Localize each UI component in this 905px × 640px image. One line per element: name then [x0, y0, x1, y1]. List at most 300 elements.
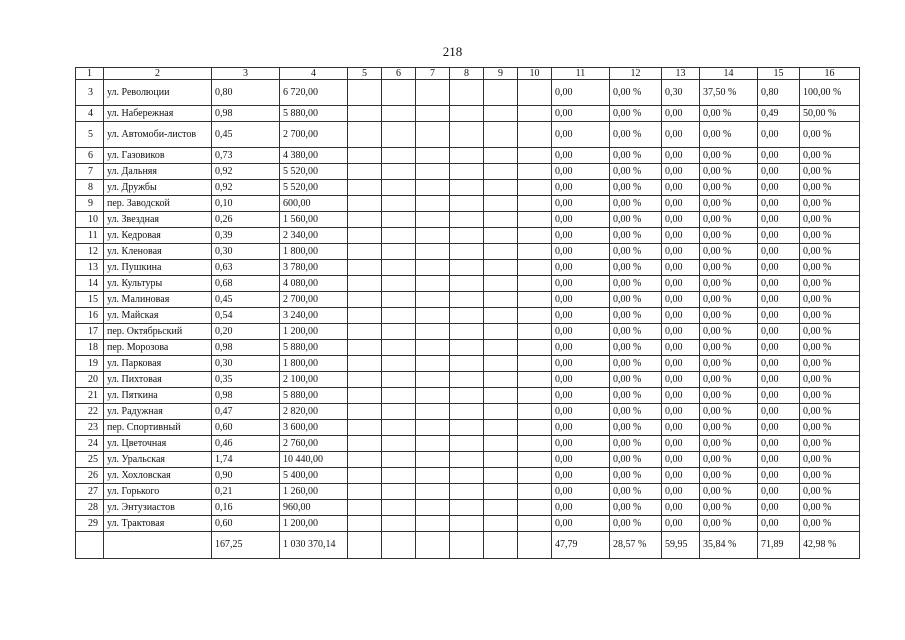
cell-col-16: 0,00 % — [800, 164, 860, 180]
cell-col-5 — [348, 324, 382, 340]
cell-col-16: 0,00 % — [800, 516, 860, 532]
cell-col-4: 6 720,00 — [280, 80, 348, 106]
cell-col-10 — [518, 420, 552, 436]
cell-col-3: 0,30 — [212, 244, 280, 260]
cell-col-3: 0,80 — [212, 80, 280, 106]
cell-col-15: 0,49 — [758, 106, 800, 122]
cell-col-9 — [484, 500, 518, 516]
cell-col-13: 0,00 — [662, 122, 700, 148]
cell-col-7 — [416, 212, 450, 228]
cell-col-6 — [382, 340, 416, 356]
cell-col-10 — [518, 436, 552, 452]
cell-col-6 — [382, 106, 416, 122]
cell-col-12: 0,00 % — [610, 324, 662, 340]
cell-col-2: ул. Звездная — [104, 212, 212, 228]
cell-col-2: ул. Горького — [104, 484, 212, 500]
cell-col-13: 0,00 — [662, 388, 700, 404]
cell-col-7 — [416, 468, 450, 484]
cell-col-11: 0,00 — [552, 372, 610, 388]
cell-col-15: 0,00 — [758, 340, 800, 356]
cell-col-11: 0,00 — [552, 484, 610, 500]
cell-col-9 — [484, 452, 518, 468]
table-row — [76, 196, 860, 212]
cell-col-16: 0,00 % — [800, 356, 860, 372]
cell-col-9 — [484, 148, 518, 164]
cell-col-15: 0,00 — [758, 228, 800, 244]
table-row — [76, 260, 860, 276]
cell-col-5 — [348, 292, 382, 308]
cell-col-16: 0,00 % — [800, 484, 860, 500]
cell-col-15: 0,00 — [758, 356, 800, 372]
cell-col-8 — [450, 148, 484, 164]
cell-col-9 — [484, 356, 518, 372]
cell-col-13: 0,00 — [662, 180, 700, 196]
cell-col-7 — [416, 80, 450, 106]
cell-col-7 — [416, 388, 450, 404]
cell-col-5 — [348, 420, 382, 436]
cell-col-7 — [416, 340, 450, 356]
cell-col-14: 0,00 % — [700, 420, 758, 436]
cell-col-6 — [382, 404, 416, 420]
cell-col-2: ул. Газовиков — [104, 148, 212, 164]
cell-col-11: 0,00 — [552, 164, 610, 180]
cell-col-12: 0,00 % — [610, 516, 662, 532]
cell-col-1: 7 — [76, 164, 104, 180]
table-row — [76, 356, 860, 372]
cell-col-10 — [518, 340, 552, 356]
cell-col-2: 2 — [104, 68, 212, 80]
cell-col-11: 0,00 — [552, 244, 610, 260]
cell-col-8 — [450, 500, 484, 516]
cell-col-11: 0,00 — [552, 106, 610, 122]
cell-col-8: 8 — [450, 68, 484, 80]
header-row — [76, 68, 860, 80]
cell-col-10 — [518, 212, 552, 228]
cell-col-8 — [450, 164, 484, 180]
cell-col-7 — [416, 276, 450, 292]
cell-col-2: ул. Пушкина — [104, 260, 212, 276]
cell-col-3: 1,74 — [212, 452, 280, 468]
cell-col-5 — [348, 404, 382, 420]
cell-col-15: 0,00 — [758, 468, 800, 484]
cell-col-13: 0,00 — [662, 340, 700, 356]
cell-col-15: 0,00 — [758, 148, 800, 164]
cell-col-1: 22 — [76, 404, 104, 420]
cell-col-14: 0,00 % — [700, 244, 758, 260]
cell-col-13: 0,00 — [662, 212, 700, 228]
cell-col-6: 6 — [382, 68, 416, 80]
cell-col-14: 35,84 % — [700, 532, 758, 559]
cell-col-11: 0,00 — [552, 148, 610, 164]
cell-col-2: пер. Морозова — [104, 340, 212, 356]
cell-col-9 — [484, 80, 518, 106]
cell-col-12: 0,00 % — [610, 388, 662, 404]
cell-col-14: 0,00 % — [700, 260, 758, 276]
cell-col-4: 4 080,00 — [280, 276, 348, 292]
cell-col-8 — [450, 228, 484, 244]
cell-col-12: 0,00 % — [610, 420, 662, 436]
cell-col-12: 0,00 % — [610, 196, 662, 212]
table-row — [76, 276, 860, 292]
cell-col-14: 0,00 % — [700, 340, 758, 356]
cell-col-14: 37,50 % — [700, 80, 758, 106]
cell-col-1: 6 — [76, 148, 104, 164]
cell-col-1: 3 — [76, 80, 104, 106]
cell-col-13: 13 — [662, 68, 700, 80]
cell-col-14: 0,00 % — [700, 164, 758, 180]
cell-col-16: 0,00 % — [800, 452, 860, 468]
cell-col-4: 2 100,00 — [280, 372, 348, 388]
cell-col-3: 0,21 — [212, 484, 280, 500]
cell-col-5 — [348, 180, 382, 196]
cell-col-4: 4 380,00 — [280, 148, 348, 164]
cell-col-14: 0,00 % — [700, 484, 758, 500]
table-row — [76, 164, 860, 180]
cell-col-2: пер. Октябрьский — [104, 324, 212, 340]
cell-col-12: 0,00 % — [610, 276, 662, 292]
cell-col-8 — [450, 452, 484, 468]
cell-col-11: 0,00 — [552, 196, 610, 212]
cell-col-13: 0,00 — [662, 484, 700, 500]
table-row — [76, 212, 860, 228]
cell-col-14: 0,00 % — [700, 148, 758, 164]
cell-col-5 — [348, 468, 382, 484]
cell-col-14: 0,00 % — [700, 276, 758, 292]
cell-col-2: ул. Пяткина — [104, 388, 212, 404]
cell-col-12: 0,00 % — [610, 164, 662, 180]
cell-col-3: 0,68 — [212, 276, 280, 292]
cell-col-10 — [518, 148, 552, 164]
cell-col-9 — [484, 388, 518, 404]
cell-col-2: ул. Энтузиастов — [104, 500, 212, 516]
cell-col-10 — [518, 276, 552, 292]
cell-col-16: 0,00 % — [800, 180, 860, 196]
cell-col-2: ул. Трактовая — [104, 516, 212, 532]
table-row — [76, 468, 860, 484]
cell-col-5 — [348, 228, 382, 244]
cell-col-10 — [518, 500, 552, 516]
cell-col-11: 0,00 — [552, 436, 610, 452]
table-row — [76, 452, 860, 468]
table-row — [76, 340, 860, 356]
cell-col-16: 0,00 % — [800, 148, 860, 164]
cell-col-10 — [518, 308, 552, 324]
table-row — [76, 516, 860, 532]
cell-col-10 — [518, 356, 552, 372]
cell-col-1: 18 — [76, 340, 104, 356]
cell-col-3: 0,73 — [212, 148, 280, 164]
cell-col-4: 5 880,00 — [280, 340, 348, 356]
cell-col-1: 27 — [76, 484, 104, 500]
cell-col-8 — [450, 292, 484, 308]
cell-col-1: 12 — [76, 244, 104, 260]
table-row — [76, 324, 860, 340]
cell-col-5 — [348, 500, 382, 516]
cell-col-14: 0,00 % — [700, 388, 758, 404]
cell-col-13: 0,00 — [662, 244, 700, 260]
cell-col-9 — [484, 340, 518, 356]
cell-col-6 — [382, 452, 416, 468]
cell-col-3: 0,90 — [212, 468, 280, 484]
cell-col-14: 0,00 % — [700, 468, 758, 484]
cell-col-5 — [348, 516, 382, 532]
cell-col-2: ул. Революции — [104, 80, 212, 106]
cell-col-4: 5 880,00 — [280, 106, 348, 122]
cell-col-5 — [348, 196, 382, 212]
cell-col-13: 0,00 — [662, 500, 700, 516]
cell-col-16: 0,00 % — [800, 292, 860, 308]
cell-col-4: 3 600,00 — [280, 420, 348, 436]
cell-col-5 — [348, 308, 382, 324]
cell-col-10 — [518, 260, 552, 276]
cell-col-12: 0,00 % — [610, 372, 662, 388]
cell-col-13: 0,00 — [662, 516, 700, 532]
cell-col-8 — [450, 80, 484, 106]
cell-col-3: 0,16 — [212, 500, 280, 516]
cell-col-3: 0,20 — [212, 324, 280, 340]
cell-col-6 — [382, 164, 416, 180]
cell-col-2: ул. Пихтовая — [104, 372, 212, 388]
cell-col-1: 28 — [76, 500, 104, 516]
cell-col-9 — [484, 106, 518, 122]
table-row — [76, 500, 860, 516]
cell-col-2: ул. Хохловская — [104, 468, 212, 484]
cell-col-13: 0,00 — [662, 106, 700, 122]
cell-col-6 — [382, 276, 416, 292]
cell-col-4: 5 520,00 — [280, 180, 348, 196]
cell-col-12: 0,00 % — [610, 308, 662, 324]
cell-col-4: 3 780,00 — [280, 260, 348, 276]
cell-col-14: 0,00 % — [700, 500, 758, 516]
cell-col-15: 0,00 — [758, 180, 800, 196]
cell-col-6 — [382, 388, 416, 404]
cell-col-5 — [348, 164, 382, 180]
cell-col-8 — [450, 196, 484, 212]
cell-col-8 — [450, 324, 484, 340]
cell-col-6 — [382, 180, 416, 196]
cell-col-7 — [416, 148, 450, 164]
cell-col-12: 0,00 % — [610, 404, 662, 420]
cell-col-5 — [348, 388, 382, 404]
cell-col-10 — [518, 532, 552, 559]
cell-col-2: пер. Заводской — [104, 196, 212, 212]
cell-col-8 — [450, 468, 484, 484]
cell-col-15: 0,00 — [758, 212, 800, 228]
cell-col-7 — [416, 324, 450, 340]
cell-col-4: 960,00 — [280, 500, 348, 516]
cell-col-16: 42,98 % — [800, 532, 860, 559]
cell-col-7 — [416, 180, 450, 196]
cell-col-6 — [382, 500, 416, 516]
table-row — [76, 148, 860, 164]
cell-col-1: 5 — [76, 122, 104, 148]
cell-col-11: 0,00 — [552, 388, 610, 404]
cell-col-2: ул. Майская — [104, 308, 212, 324]
cell-col-3: 0,98 — [212, 106, 280, 122]
cell-col-5 — [348, 80, 382, 106]
cell-col-5 — [348, 532, 382, 559]
cell-col-16: 0,00 % — [800, 500, 860, 516]
cell-col-7 — [416, 164, 450, 180]
cell-col-10 — [518, 228, 552, 244]
cell-col-14: 0,00 % — [700, 404, 758, 420]
cell-col-13: 0,00 — [662, 148, 700, 164]
cell-col-10 — [518, 468, 552, 484]
cell-col-12: 0,00 % — [610, 180, 662, 196]
total-row — [76, 532, 860, 559]
cell-col-7 — [416, 404, 450, 420]
cell-col-2: ул. Автомоби-листов — [104, 122, 212, 148]
cell-col-5 — [348, 212, 382, 228]
cell-col-1: 21 — [76, 388, 104, 404]
cell-col-4: 3 240,00 — [280, 308, 348, 324]
cell-col-2: ул. Уральская — [104, 452, 212, 468]
cell-col-6 — [382, 356, 416, 372]
cell-col-7 — [416, 372, 450, 388]
cell-col-12: 0,00 % — [610, 148, 662, 164]
cell-col-16: 100,00 % — [800, 80, 860, 106]
cell-col-1: 10 — [76, 212, 104, 228]
cell-col-15: 0,00 — [758, 164, 800, 180]
cell-col-9 — [484, 532, 518, 559]
cell-col-14: 0,00 % — [700, 452, 758, 468]
cell-col-1: 15 — [76, 292, 104, 308]
cell-col-9 — [484, 324, 518, 340]
cell-col-9 — [484, 180, 518, 196]
cell-col-7 — [416, 356, 450, 372]
cell-col-8 — [450, 516, 484, 532]
cell-col-4: 10 440,00 — [280, 452, 348, 468]
cell-col-7 — [416, 516, 450, 532]
cell-col-9 — [484, 516, 518, 532]
cell-col-9 — [484, 260, 518, 276]
cell-col-8 — [450, 388, 484, 404]
table-row — [76, 404, 860, 420]
cell-col-1: 25 — [76, 452, 104, 468]
cell-col-7 — [416, 244, 450, 260]
cell-col-3: 3 — [212, 68, 280, 80]
cell-col-6 — [382, 196, 416, 212]
cell-col-4: 5 400,00 — [280, 468, 348, 484]
cell-col-10 — [518, 372, 552, 388]
cell-col-16: 16 — [800, 68, 860, 80]
cell-col-8 — [450, 308, 484, 324]
cell-col-2: ул. Малиновая — [104, 292, 212, 308]
cell-col-12: 12 — [610, 68, 662, 80]
cell-col-7 — [416, 420, 450, 436]
cell-col-5 — [348, 372, 382, 388]
cell-col-16: 0,00 % — [800, 420, 860, 436]
cell-col-11: 0,00 — [552, 356, 610, 372]
cell-col-1: 20 — [76, 372, 104, 388]
cell-col-4: 5 880,00 — [280, 388, 348, 404]
cell-col-16: 0,00 % — [800, 372, 860, 388]
cell-col-1: 19 — [76, 356, 104, 372]
cell-col-9: 9 — [484, 68, 518, 80]
cell-col-12: 0,00 % — [610, 436, 662, 452]
cell-col-10 — [518, 324, 552, 340]
cell-col-9 — [484, 468, 518, 484]
cell-col-4: 1 200,00 — [280, 516, 348, 532]
cell-col-14: 14 — [700, 68, 758, 80]
table-row — [76, 308, 860, 324]
table-row — [76, 484, 860, 500]
cell-col-14: 0,00 % — [700, 228, 758, 244]
cell-col-3: 0,45 — [212, 122, 280, 148]
cell-col-16: 0,00 % — [800, 228, 860, 244]
cell-col-13: 0,00 — [662, 356, 700, 372]
cell-col-14: 0,00 % — [700, 180, 758, 196]
cell-col-16: 50,00 % — [800, 106, 860, 122]
cell-col-2: ул. Культуры — [104, 276, 212, 292]
cell-col-11: 0,00 — [552, 420, 610, 436]
cell-col-7 — [416, 260, 450, 276]
cell-col-12: 28,57 % — [610, 532, 662, 559]
cell-col-10 — [518, 484, 552, 500]
cell-col-3: 0,39 — [212, 228, 280, 244]
cell-col-15: 0,80 — [758, 80, 800, 106]
cell-col-9 — [484, 420, 518, 436]
cell-col-11: 11 — [552, 68, 610, 80]
cell-col-3: 0,92 — [212, 180, 280, 196]
cell-col-5 — [348, 452, 382, 468]
cell-col-15: 0,00 — [758, 372, 800, 388]
cell-col-12: 0,00 % — [610, 260, 662, 276]
cell-col-11: 0,00 — [552, 468, 610, 484]
cell-col-13: 0,00 — [662, 228, 700, 244]
cell-col-3: 0,60 — [212, 516, 280, 532]
cell-col-4: 2 700,00 — [280, 292, 348, 308]
cell-col-12: 0,00 % — [610, 500, 662, 516]
cell-col-5 — [348, 244, 382, 260]
cell-col-5 — [348, 340, 382, 356]
cell-col-1: 26 — [76, 468, 104, 484]
cell-col-2: ул. Дружбы — [104, 180, 212, 196]
cell-col-6 — [382, 308, 416, 324]
cell-col-15: 0,00 — [758, 420, 800, 436]
cell-col-10 — [518, 180, 552, 196]
cell-col-14: 0,00 % — [700, 372, 758, 388]
cell-col-5 — [348, 122, 382, 148]
table-row — [76, 80, 860, 106]
cell-col-4: 1 560,00 — [280, 212, 348, 228]
cell-col-9 — [484, 372, 518, 388]
table-row — [76, 228, 860, 244]
cell-col-16: 0,00 % — [800, 122, 860, 148]
cell-col-15: 0,00 — [758, 122, 800, 148]
cell-col-14: 0,00 % — [700, 106, 758, 122]
cell-col-8 — [450, 212, 484, 228]
cell-col-10 — [518, 196, 552, 212]
cell-col-9 — [484, 292, 518, 308]
cell-col-5 — [348, 484, 382, 500]
cell-col-16: 0,00 % — [800, 196, 860, 212]
cell-col-11: 0,00 — [552, 516, 610, 532]
cell-col-15: 0,00 — [758, 260, 800, 276]
cell-col-11: 0,00 — [552, 404, 610, 420]
cell-col-12: 0,00 % — [610, 356, 662, 372]
cell-col-11: 0,00 — [552, 228, 610, 244]
cell-col-1: 4 — [76, 106, 104, 122]
cell-col-13: 0,00 — [662, 372, 700, 388]
cell-col-6 — [382, 228, 416, 244]
cell-col-13: 0,00 — [662, 292, 700, 308]
cell-col-8 — [450, 180, 484, 196]
cell-col-11: 0,00 — [552, 276, 610, 292]
cell-col-15: 0,00 — [758, 404, 800, 420]
cell-col-11: 0,00 — [552, 324, 610, 340]
cell-col-4: 2 760,00 — [280, 436, 348, 452]
